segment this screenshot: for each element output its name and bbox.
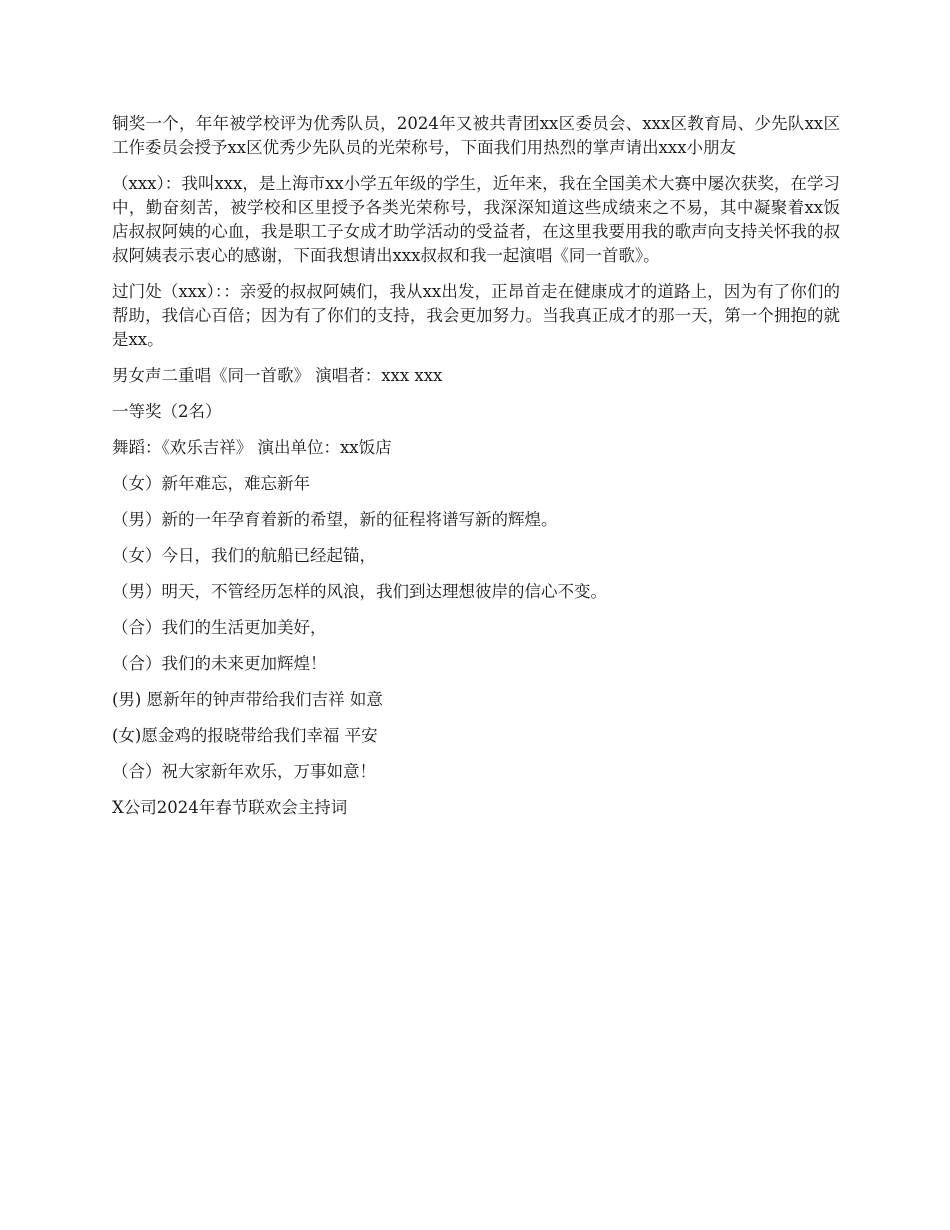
line-male-2: （男）明天，不管经历怎样的风浪，我们到达理想彼岸的信心不变。 — [112, 582, 607, 601]
document-page — [112, 112, 840, 832]
line-male-1: （男）新的一年孕育着新的希望，新的征程将谱写新的辉煌。 — [112, 510, 558, 529]
line-together-1: （合）我们的生活更加美好， — [112, 618, 327, 637]
line-female-3: (女)愿金鸡的报晓带给我们幸福 平安 — [112, 726, 378, 745]
document-title-line: X公司2024年春节联欢会主持词 — [112, 798, 348, 817]
line-male-3: (男) 愿新年的钟声带给我们吉祥 如意 — [112, 690, 383, 709]
program-dance: 舞蹈：《欢乐吉祥》 演出单位：xx饭店 — [112, 438, 392, 457]
line-female-2: （女）今日，我们的航船已经起锚， — [112, 546, 376, 565]
paragraph-child-speech: （xxx）：我叫xxx，是上海市xx小学五年级的学生，近年来，我在全国美术大赛中屡次获奖，在学习中，勤奋刻苦，被学校和区里授予各类光荣称号，我深深知道这些成绩来之不易，其中凝聚着xx饭店叔叔阿姨的心血，我是职工子女成才助学活动的受益者，在这里我要用我的歌声向支持关怀我的叔叔阿姨表示衷心的感谢，下面我想请出xxx叔叔和我一起演唱《同一首歌》。 — [112, 174, 840, 265]
award-first-prize: 一等奖（2名） — [112, 402, 222, 421]
line-together-2: （合）我们的未来更加辉煌！ — [112, 654, 327, 673]
paragraph-interlude-speech: 过门处（xxx）：：亲爱的叔叔阿姨们，我从xx出发，正昂首走在健康成才的道路上，因为有了你们的帮助，我信心百倍；因为有了你们的支持，我会更加努力。当我真正成才的那一天，第一个拥抱的就是xx。 — [112, 282, 840, 349]
paragraph-award-intro: 铜奖一个，年年被学校评为优秀队员，2024年又被共青团xx区委员会、xxx区教育局、少先队xx区工作委员会授予xx区优秀少先队员的光荣称号，下面我们用热烈的掌声请出xxx小朋友 — [112, 114, 840, 157]
program-duet: 男女声二重唱《同一首歌》 演唱者：xxx xxx — [112, 366, 443, 385]
line-female-1: （女）新年难忘，难忘新年 — [112, 474, 310, 493]
line-together-3: （合）祝大家新年欢乐，万事如意！ — [112, 762, 376, 781]
